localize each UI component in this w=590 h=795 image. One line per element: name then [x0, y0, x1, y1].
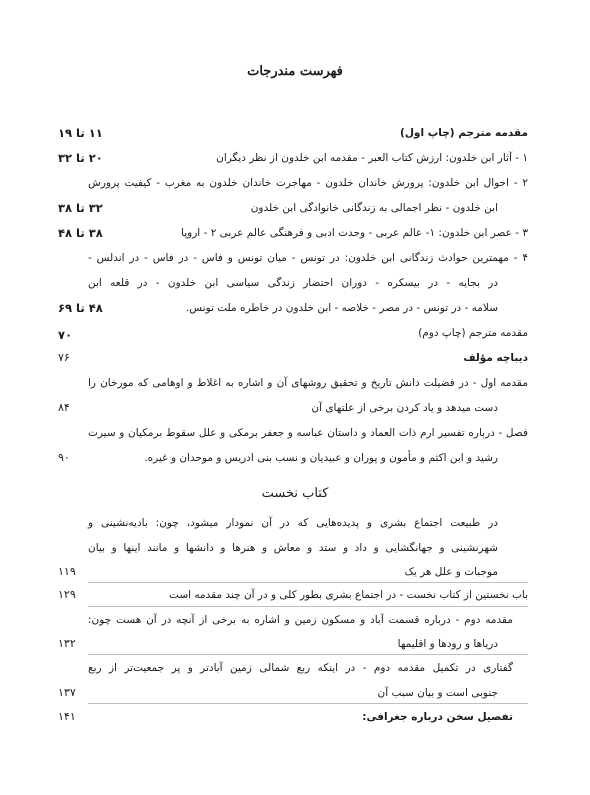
toc-entry-second-intro-supplement: گفتاری در تکمیل مقدمه دوم - در اینکه ربع شمالی زمین آبادتر و پر جمعیت‌تر از ربع [88, 662, 513, 674]
page-number: ۲۰ تا ۳۲ [58, 151, 103, 165]
toc-entry-life-events-cont: سلامه - در تونس - در مصر - خلاصه - ابن خلدون در خاطره ملت تونس. [185, 302, 498, 314]
page-number: ۳۸ تا ۴۸ [58, 226, 103, 240]
page-number: ۹۰ [58, 451, 70, 464]
toc-entry-translator-intro-2: مقدمه مترجم (چاپ دوم) [418, 327, 528, 339]
page-number: ۱۳۲ [58, 637, 76, 650]
toc-entry-author-preface: دیباچه مؤلف [463, 352, 528, 364]
page-number: ۱۱۹ [58, 565, 76, 578]
toc-entry-biography-cont: ابن خلدون - نظر اجمالی به زندگانی خانوادگی ابن خلدون [250, 202, 498, 214]
toc-entry-second-intro-supplement-cont: جنوبی است و بیان سبب آن [377, 687, 498, 699]
toc-entry-geography: تفصیل سخن درباره جغرافی: [362, 711, 513, 723]
toc-entry-biography: ۲ - احوال ابن خلدون: پرورش خاندان خلدون - مهاجرت خاندان خلدون به مغرب - کیفیت پرورش [88, 177, 528, 189]
toc-entry-book-one-desc-cont: موجبات و علل هر یک [404, 566, 498, 578]
page-number: ۳۲ تا ۳۸ [58, 201, 103, 215]
toc-entry-era: ۳ - عصر ابن خلدون: ۱- عالم عربی - وحدت ادبی و فرهنگی عالم عربی ۲ - اروپا [181, 227, 528, 239]
page-number: ۱۲۹ [58, 588, 76, 601]
toc-entry-translator-intro-1: مقدمه مترجم (چاپ اول) [400, 127, 528, 139]
page-number: ۴۸ تا ۶۹ [58, 301, 103, 315]
toc-entry-first-section: باب نخستین از کتاب نخست - در اجتماع بشری بطور کلی و در آن چند مقدمه است [169, 589, 528, 601]
toc-entry-works: ۱ - آثار ابن خلدون: ارزش کتاب العبر - مقدمه ابن خلدون از نظر دیگران [216, 152, 528, 164]
divider [88, 654, 528, 655]
toc-entry-life-events-cont: در بجایه - در بیسکره - دوران احتضار زندگی سیاسی ابن خلدون - در قلعه ابن [88, 277, 498, 289]
toc-entry-book-one-desc: در طبیعت اجتماع بشری و پدیده‌هایی که در آن نمودار میشود، چون: بادیه‌نشینی و [88, 517, 498, 529]
toc-entry-chapter-cont: رشید و ابن اکثم و مأمون و پوران و عبیدیان و نسب بنی ادریس و موحدان و غیره. [144, 452, 498, 464]
divider [88, 582, 528, 583]
page-number: ۷۰ [58, 328, 73, 342]
toc-entry-book-one-desc-cont: شهرنشینی و جهانگشایی و داد و ستد و معاش و هنرها و دانشها و مانند اینها و بیان [88, 542, 498, 554]
toc-entry-chapter: فصل - درباره تفسیر ارم ذات العماد و داستان عباسه و جعفر برمکی و علل سقوط برمکیان و سیرت [88, 427, 528, 439]
page-number: ۱۱ تا ۱۹ [58, 126, 103, 140]
toc-entry-first-intro: مقدمه اول - در فضیلت دانش تاریخ و تحقیق روشهای آن و اشاره به اغلاط و اوهامی که مورخان را [88, 377, 528, 389]
toc-entry-second-intro-cont: دریاها و رودها و اقلیمها [397, 638, 498, 650]
toc-entry-second-intro: مقدمه دوم - درباره قسمت آباد و مسکون زمین و اشاره به برخی از آنچه در آن هست چون: [88, 614, 513, 626]
page-number: ۱۳۷ [58, 686, 76, 699]
page-number: ۸۴ [58, 401, 70, 414]
page-title: فهرست مندرجات [247, 64, 343, 79]
divider [88, 703, 528, 704]
toc-entry-life-events: ۴ - مهمترین حوادث زندگانی ابن خلدون: در تونس - میان تونس و فاس - در فاس - در اندلس - [88, 252, 528, 264]
page-number: ۷۶ [58, 351, 70, 364]
divider [88, 606, 528, 607]
section-heading-book-one: کتاب نخست [261, 486, 329, 501]
toc-entry-first-intro-cont: دست میدهد و یاد کردن برخی از علتهای آن [311, 402, 498, 414]
page-number: ۱۴۱ [58, 710, 76, 723]
